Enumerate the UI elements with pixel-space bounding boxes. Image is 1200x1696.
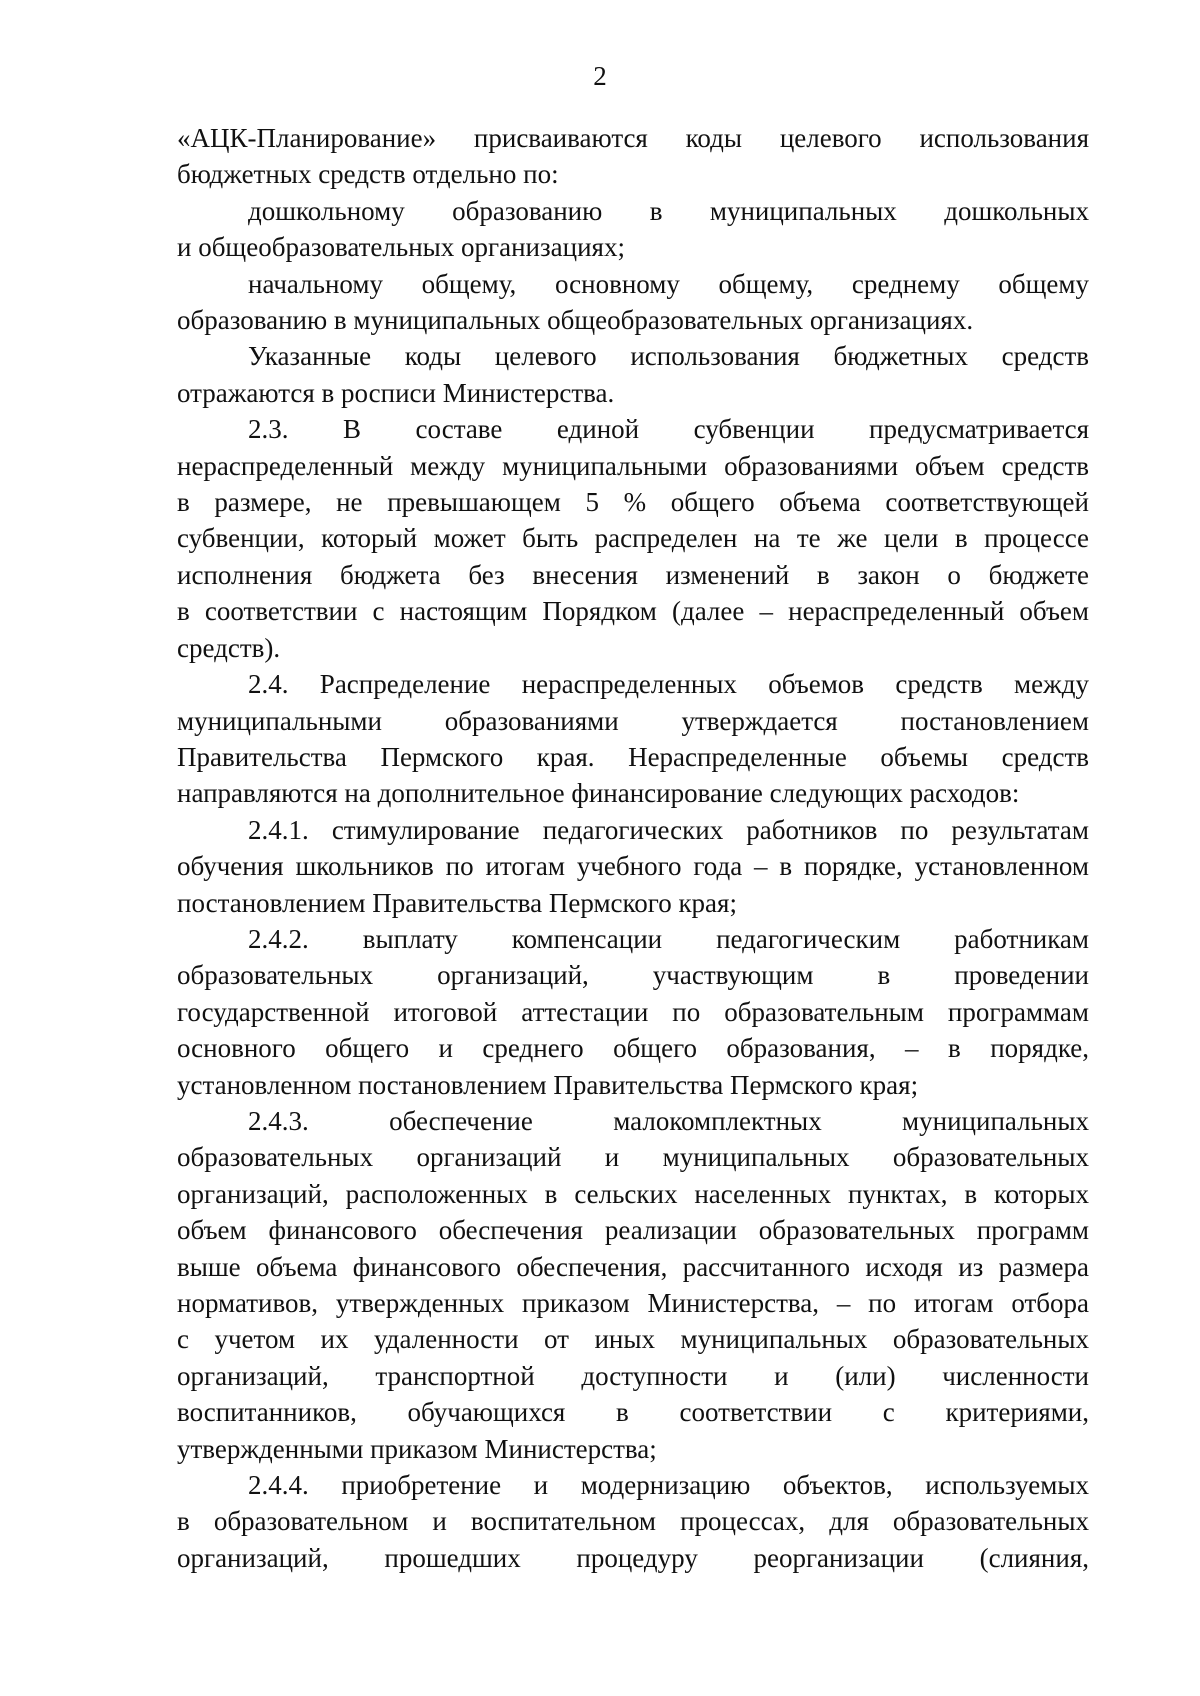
- text-line: отражаются в росписи Министерства.: [177, 377, 615, 408]
- text-line: исполнения бюджета без внесения изменений в закон о бюджете: [177, 559, 1089, 590]
- paragraph: [177, 338, 1089, 411]
- text-line: дошкольному образованию в муниципальных дошкольных: [248, 195, 1089, 226]
- text-line: основного общего и среднего общего образования, – в порядке,: [177, 1033, 1089, 1064]
- text-line: объем финансового обеспечения реализации образовательных программ: [177, 1215, 1089, 1246]
- text-line: нормативов, утвержденных приказом Министерства, – по итогам отбора: [177, 1288, 1089, 1318]
- text-line: государственной итоговой аттестации по образовательным программам: [177, 996, 1089, 1027]
- text-line: бюджетных средств отдельно по:: [177, 159, 559, 190]
- paragraph: [177, 1467, 1089, 1576]
- paragraph: [177, 812, 1089, 921]
- text-line: установленном постановлением Правительства Пермского края;: [177, 1069, 919, 1100]
- text-line: с учетом их удаленности от иных муниципальных образовательных: [177, 1324, 1089, 1355]
- text-line: субвенции, который может быть распределен на те же цели в процессе: [177, 523, 1089, 554]
- text-line: воспитанников, обучающихся в соответствии с критериями,: [177, 1397, 1089, 1428]
- text-line: постановлением Правительства Пермского края;: [177, 887, 737, 918]
- text-line: в образовательном и воспитательном процессах, для образовательных: [177, 1506, 1089, 1537]
- text-line: средств).: [177, 632, 281, 663]
- text-line: и общеобразовательных организациях;: [177, 232, 625, 263]
- text-line: Указанные коды целевого использования бюджетных средств: [248, 341, 1089, 372]
- text-line: образовательных организаций и муниципальных образовательных: [177, 1142, 1089, 1173]
- text-line: в размере, не превышающем 5 % общего объема соответствующей: [177, 487, 1089, 518]
- text-line: 2.4.3. обеспечение малокомплектных муниципальных: [248, 1105, 1089, 1136]
- text-line: обучения школьников по итогам учебного года – в порядке, установленном: [177, 851, 1089, 882]
- paragraph: [177, 193, 1089, 266]
- text-line: утвержденными приказом Министерства;: [177, 1433, 657, 1464]
- text-line: образованию в муниципальных общеобразовательных организациях.: [177, 305, 974, 336]
- document-body: [177, 120, 1089, 1576]
- paragraph: [177, 666, 1089, 812]
- text-line: организаций, транспортной доступности и (или) численности: [177, 1360, 1089, 1391]
- text-line: образовательных организаций, участвующим в проведении: [177, 960, 1089, 991]
- text-line: в соответствии с настоящим Порядком (далее – нераспределенный объем: [177, 596, 1089, 627]
- paragraph: [177, 411, 1089, 666]
- text-line: организаций, расположенных в сельских населенных пунктах, в которых: [177, 1178, 1089, 1209]
- text-line: муниципальными образованиями утверждается постановлением: [177, 705, 1089, 736]
- text-line: выше объема финансового обеспечения, рассчитанного исходя из размера: [177, 1251, 1089, 1282]
- paragraph: [177, 266, 1089, 339]
- page-number: 2: [593, 61, 607, 91]
- text-line: Правительства Пермского края. Нераспределенные объемы средств: [177, 741, 1089, 772]
- text-line: начальному общему, основному общему, среднему общему: [248, 268, 1089, 299]
- text-line: 2.4.2. выплату компенсации педагогическим работникам: [248, 923, 1089, 954]
- paragraph: [177, 921, 1089, 1103]
- text-line: организаций, прошедших процедуру реорганизации (слияния,: [177, 1542, 1089, 1573]
- text-line: 2.3. В составе единой субвенции предусматривается: [248, 414, 1089, 445]
- paragraph: [177, 120, 1089, 193]
- text-line: 2.4. Распределение нераспределенных объемов средств между: [248, 669, 1089, 700]
- text-line: 2.4.1. стимулирование педагогических работников по результатам: [248, 814, 1089, 845]
- text-line: «АЦК-Планирование» присваиваются коды целевого использования: [177, 123, 1089, 153]
- text-line: нераспределенный между муниципальными образованиями объем средств: [177, 450, 1089, 481]
- paragraph: [177, 1103, 1089, 1467]
- text-line: 2.4.4. приобретение и модернизацию объектов, используемых: [248, 1470, 1089, 1501]
- text-line: направляются на дополнительное финансирование следующих расходов:: [177, 778, 1020, 809]
